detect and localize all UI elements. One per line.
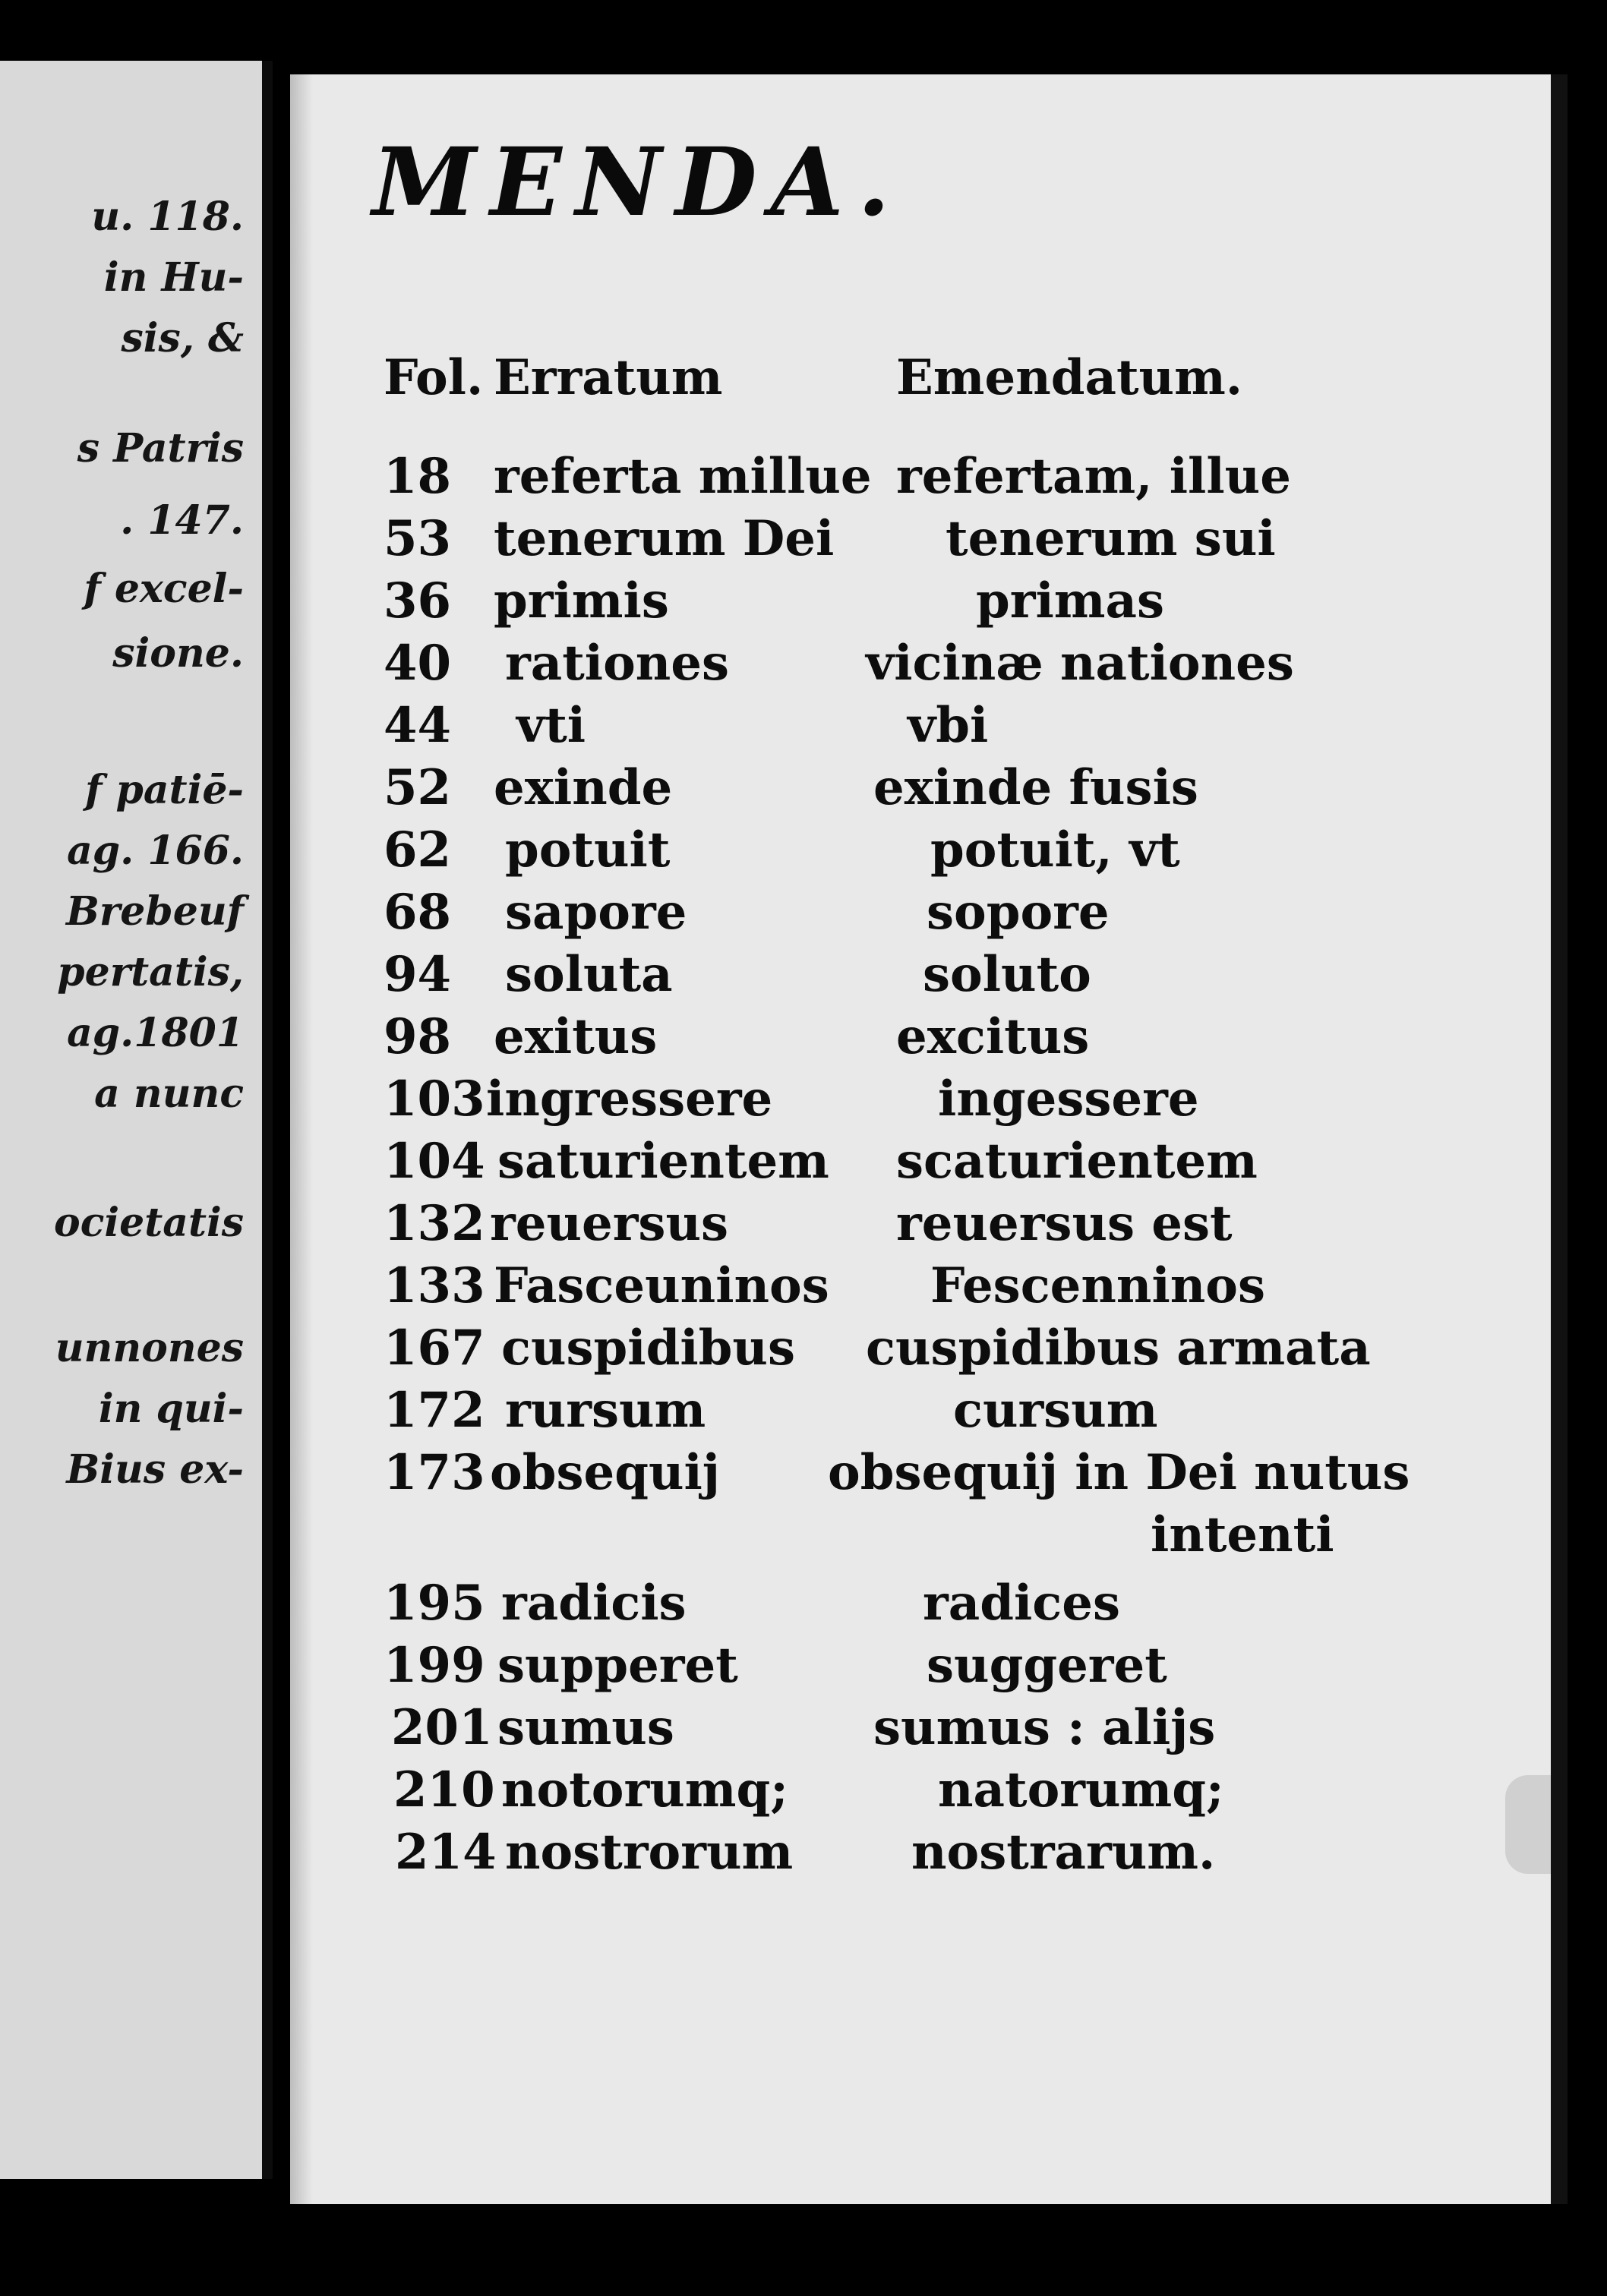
emendatum-text: intenti xyxy=(1151,1506,1334,1563)
errata-row xyxy=(0,946,1337,1007)
emendatum-text: Fescenninos xyxy=(930,1257,1265,1314)
folio-number: 201 xyxy=(391,1699,493,1756)
erratum-text: sumus xyxy=(497,1699,674,1756)
emendatum-text: suggeret xyxy=(927,1637,1167,1694)
errata-row xyxy=(0,510,1337,571)
left-fragment: unnones xyxy=(55,1325,244,1371)
errata-row xyxy=(0,1257,1337,1318)
folio-number: 132 xyxy=(384,1195,485,1252)
erratum-text: exitus xyxy=(494,1008,658,1065)
folio-number: 68 xyxy=(384,884,452,941)
erratum-text: exinde xyxy=(494,759,673,816)
folio-number: 214 xyxy=(395,1824,497,1881)
emendatum-text: natorumq; xyxy=(938,1761,1224,1818)
erratum-text: primis xyxy=(494,572,669,629)
errata-row xyxy=(0,1008,1337,1069)
header-fol: Fol. xyxy=(384,349,484,406)
errata-row xyxy=(0,448,1337,509)
emendatum-text: sumus : alijs xyxy=(873,1699,1216,1756)
left-fragment: ag. 166. xyxy=(67,828,244,874)
left-fragment: u. 118. xyxy=(91,194,244,240)
erratum-text: ingressere xyxy=(486,1071,773,1128)
left-fragment: s Patris xyxy=(77,425,244,472)
emendatum-text: cuspidibus armata xyxy=(866,1320,1371,1377)
erratum-text: supperet xyxy=(497,1637,738,1694)
erratum-text: vti xyxy=(516,697,586,754)
erratum-text: nostrorum xyxy=(505,1824,794,1881)
emendatum-text: excitus xyxy=(896,1008,1090,1065)
show-through-smudge xyxy=(1505,1775,1551,1874)
errata-row xyxy=(0,1382,1337,1443)
folio-number: 98 xyxy=(384,1008,452,1065)
erratum-text: Fasceuninos xyxy=(494,1257,829,1314)
erratum-text: saturientem xyxy=(497,1133,829,1190)
folio-number: 18 xyxy=(384,448,452,505)
emendatum-text: ingessere xyxy=(938,1071,1199,1128)
folio-number: 94 xyxy=(384,946,452,1003)
errata-row xyxy=(0,1071,1337,1131)
left-fragment: ocietatis xyxy=(54,1200,244,1246)
erratum-text: rationes xyxy=(505,635,730,692)
left-fragment: sione. xyxy=(112,630,244,676)
emendatum-text: soluto xyxy=(923,946,1091,1003)
header-erratum: Erratum xyxy=(494,349,723,406)
emendatum-text: primas xyxy=(976,572,1164,629)
left-fragment: in qui- xyxy=(98,1386,244,1432)
folio-number: 52 xyxy=(384,759,452,816)
errata-row xyxy=(0,697,1337,758)
errata-row xyxy=(0,1575,1337,1635)
left-fragment: a nunc xyxy=(94,1071,244,1117)
errata-row xyxy=(0,1637,1337,1698)
errata-row xyxy=(0,1824,1337,1884)
erratum-text: cuspidibus xyxy=(501,1320,795,1377)
errata-row xyxy=(0,1761,1337,1822)
emendatum-text: exinde fusis xyxy=(873,759,1198,816)
erratum-text: tenerum Dei xyxy=(494,510,835,567)
erratum-text: reuersus xyxy=(490,1195,728,1252)
emendatum-text: nostrarum. xyxy=(911,1824,1216,1881)
header-emendatum: Emendatum. xyxy=(896,349,1243,406)
errata-row xyxy=(0,1444,1410,1505)
left-fragment: sis, & xyxy=(121,315,244,361)
errata-row xyxy=(0,1699,1337,1760)
emendatum-text: sopore xyxy=(927,884,1110,941)
errata-row xyxy=(0,635,1337,695)
erratum-text: notorumq; xyxy=(501,1761,788,1818)
left-fragment: Bius ex- xyxy=(66,1446,244,1493)
emendatum-text: tenerum sui xyxy=(946,510,1276,567)
errata-row xyxy=(0,1320,1371,1380)
erratum-text: rursum xyxy=(505,1382,706,1439)
emendatum-text: reuersus est xyxy=(896,1195,1233,1252)
emendatum-text: potuit, vt xyxy=(930,822,1180,878)
erratum-text: potuit xyxy=(505,822,671,878)
erratum-text: radicis xyxy=(501,1575,687,1632)
left-fragment: in Hu- xyxy=(103,254,244,301)
errata-row xyxy=(0,822,1337,882)
errata-row-continuation xyxy=(0,1506,1337,1567)
erratum-text: obsequij xyxy=(490,1444,720,1501)
folio-number: 103 xyxy=(384,1071,485,1128)
folio-number: 172 xyxy=(384,1382,485,1439)
emendatum-text: vicinæ nationes xyxy=(866,635,1294,692)
folio-number: 199 xyxy=(384,1637,485,1694)
erratum-text: soluta xyxy=(505,946,673,1003)
left-fragment: f patiē- xyxy=(85,767,244,813)
emendatum-text: radices xyxy=(923,1575,1120,1632)
emendatum-text: cursum xyxy=(953,1382,1158,1439)
errata-row xyxy=(0,759,1337,820)
folio-number: 36 xyxy=(384,572,452,629)
erratum-text: sapore xyxy=(505,884,687,941)
errata-row xyxy=(0,1195,1337,1256)
errata-row xyxy=(0,572,1337,633)
errata-row xyxy=(0,1133,1337,1194)
folio-number: 173 xyxy=(384,1444,485,1501)
left-fragment: ag.1801 xyxy=(67,1010,244,1056)
left-fragment: pertatis, xyxy=(57,949,244,995)
left-fragment: Brebeuf xyxy=(65,888,244,935)
folio-number: 133 xyxy=(384,1257,485,1314)
folio-number: 53 xyxy=(384,510,452,567)
folio-number: 40 xyxy=(384,635,452,692)
page-title: MENDA. xyxy=(372,128,905,238)
emendatum-text: vbi xyxy=(908,697,989,754)
emendatum-text: refertam, illue xyxy=(896,448,1291,505)
folio-number: 62 xyxy=(384,822,452,878)
emendatum-text: scaturientem xyxy=(896,1133,1258,1190)
left-fragment: f excel- xyxy=(84,566,244,612)
erratum-text: referta millue xyxy=(494,448,872,505)
folio-number: 44 xyxy=(384,697,452,754)
emendatum-text: obsequij in Dei nutus xyxy=(828,1444,1410,1501)
folio-number: 195 xyxy=(384,1575,485,1632)
left-fragment: . 147. xyxy=(120,497,244,544)
errata-row xyxy=(0,884,1337,945)
folio-number: 104 xyxy=(384,1133,485,1190)
column-headers xyxy=(0,349,1337,410)
folio-number: 167 xyxy=(384,1320,485,1377)
folio-number: 210 xyxy=(393,1761,495,1818)
